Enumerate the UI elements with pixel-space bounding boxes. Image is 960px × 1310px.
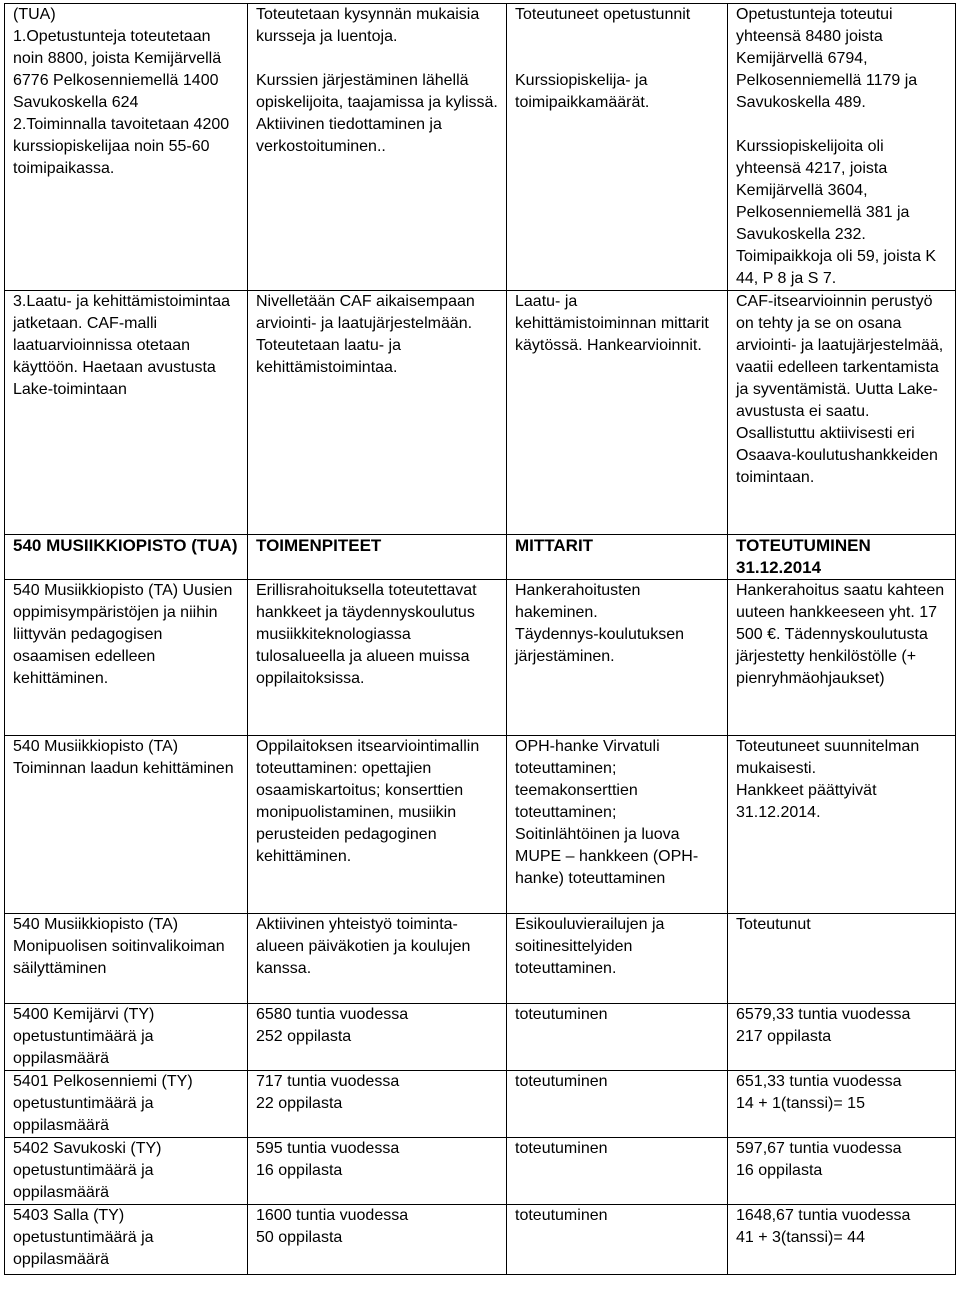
outcome-cell: Toteutunut: [728, 914, 956, 1004]
goal-cell: 540 Musiikkiopisto (TA) Monipuolisen soitinvalikoiman säilyttäminen: [5, 914, 248, 1004]
table-row: [5, 4, 956, 291]
indicators-cell: Hankerahoitusten hakeminen. Täydennys-koulutuksen järjestäminen.: [507, 580, 728, 736]
measures-cell: 1600 tuntia vuodessa 50 oppilasta: [248, 1205, 507, 1275]
goal-cell: 5403 Salla (TY) opetustuntimäärä ja oppilasmäärä: [5, 1205, 248, 1275]
column-header-measures: TOIMENPITEET: [248, 535, 507, 580]
measures-cell: Nivelletään CAF aikaisempaan arviointi- ja laatujärjestelmään. Toteutetaan laatu- ja kehittämistoimintaa.: [248, 291, 507, 535]
table-row: [5, 580, 956, 736]
section-header-row: [5, 535, 956, 580]
measures-cell: 6580 tuntia vuodessa 252 oppilasta: [248, 1004, 507, 1071]
table-row: [5, 1071, 956, 1138]
indicators-cell: Toteutuneet opetustunnit Kurssiopiskelija- ja toimipaikkamäärät.: [507, 4, 728, 291]
goal-cell: 540 Musiikkiopisto (TA) Toiminnan laadun kehittäminen: [5, 736, 248, 914]
outcome-cell: Hankerahoitus saatu kahteen uuteen hankkeeseen yht. 17 500 €. Tädennyskoulutusta järjestetty henkilöstölle (+ pienryhmäohjaukset): [728, 580, 956, 736]
goal-cell: 5400 Kemijärvi (TY) opetustuntimäärä ja oppilasmäärä: [5, 1004, 248, 1071]
table-row: [5, 914, 956, 1004]
goal-cell: (TUA) 1.Opetustunteja toteutetaan noin 8800, joista Kemijärvellä 6776 Pelkosenniemellä 1400 Savukoskella 624 2.Toiminnalla tavoitetaan 4200 kurssiopiskelijaa noin 55-60 toimipaikassa.: [5, 4, 248, 291]
measures-cell: 717 tuntia vuodessa 22 oppilasta: [248, 1071, 507, 1138]
measures-cell: Aktiivinen yhteistyö toiminta-alueen päiväkotien ja koulujen kanssa.: [248, 914, 507, 1004]
indicators-cell: OPH-hanke Virvatuli toteuttaminen; teemakonserttien toteuttaminen; Soitinlähtöinen ja luova MUPE – hankkeen (OPH-hanke) toteuttaminen: [507, 736, 728, 914]
outcome-cell: 651,33 tuntia vuodessa 14 + 1(tanssi)= 15: [728, 1071, 956, 1138]
goal-cell: 540 Musiikkiopisto (TA) Uusien oppimisympäristöjen ja niihin liittyvän pedagogisen osaamisen edelleen kehittäminen.: [5, 580, 248, 736]
indicators-cell: Esikouluvierailujen ja soitinesittelyiden toteuttaminen.: [507, 914, 728, 1004]
indicators-cell: Laatu- ja kehittämistoiminnan mittarit käytössä. Hankearvioinnit.: [507, 291, 728, 535]
table-row: [5, 1205, 956, 1275]
outcome-cell: 1648,67 tuntia vuodessa 41 + 3(tanssi)= 44: [728, 1205, 956, 1275]
outcome-cell: Opetustunteja toteutui yhteensä 8480 joista Kemijärvellä 6794, Pelkosenniemellä 1179 ja Savukoskella 489. Kurssiopiskelijoita oli yhteensä 4217, joista Kemijärvellä 3604, Pelkosenniemellä 381 ja Savukoskella 232. Toimipaikkoja oli 59, joista K 44, P 8 ja S 7.: [728, 4, 956, 291]
table-row: [5, 736, 956, 914]
results-table: [4, 3, 956, 1275]
column-header-outcome: TOTEUTUMINEN 31.12.2014: [728, 535, 956, 580]
goal-cell: 5401 Pelkosenniemi (TY) opetustuntimäärä ja oppilasmäärä: [5, 1071, 248, 1138]
section-title: 540 MUSIIKKIOPISTO (TUA): [5, 535, 248, 580]
goal-cell: 5402 Savukoski (TY) opetustuntimäärä ja oppilasmäärä: [5, 1138, 248, 1205]
outcome-cell: 6579,33 tuntia vuodessa 217 oppilasta: [728, 1004, 956, 1071]
measures-cell: Toteutetaan kysynnän mukaisia kursseja ja luentoja. Kurssien järjestäminen lähellä opiskelijoita, taajamissa ja kylissä. Aktiivinen tiedottaminen ja verkostoituminen..: [248, 4, 507, 291]
measures-cell: 595 tuntia vuodessa 16 oppilasta: [248, 1138, 507, 1205]
indicators-cell: toteutuminen: [507, 1071, 728, 1138]
measures-cell: Oppilaitoksen itsearviointimallin toteuttaminen: opettajien osaamiskartoitus; konserttien monipuolistaminen, musiikin perusteiden pedagoginen kehittäminen.: [248, 736, 507, 914]
column-header-indicators: MITTARIT: [507, 535, 728, 580]
table-row: [5, 291, 956, 535]
outcome-cell: Toteutuneet suunnitelman mukaisesti. Hankkeet päättyivät 31.12.2014.: [728, 736, 956, 914]
table-row: [5, 1138, 956, 1205]
indicators-cell: toteutuminen: [507, 1004, 728, 1071]
goal-cell: 3.Laatu- ja kehittämistoimintaa jatketaan. CAF-malli laatuarvioinnissa otetaan käyttöön. Haetaan avustusta Lake-toimintaan: [5, 291, 248, 535]
measures-cell: Erillisrahoituksella toteutettavat hankkeet ja täydennyskoulutus musiikkiteknologiassa tulosalueella ja alueen muissa oppilaitoksissa.: [248, 580, 507, 736]
table-row: [5, 1004, 956, 1071]
indicators-cell: toteutuminen: [507, 1205, 728, 1275]
outcome-cell: 597,67 tuntia vuodessa 16 oppilasta: [728, 1138, 956, 1205]
outcome-cell: CAF-itsearvioinnin perustyö on tehty ja se on osana arviointi- ja laatujärjestelmää, vaatii edelleen tarkentamista ja syventämistä. Uutta Lake-avustusta ei saatu. Osallistuttu aktiivisesti eri Osaava-koulutushankkeiden toimintaan.: [728, 291, 956, 535]
indicators-cell: toteutuminen: [507, 1138, 728, 1205]
